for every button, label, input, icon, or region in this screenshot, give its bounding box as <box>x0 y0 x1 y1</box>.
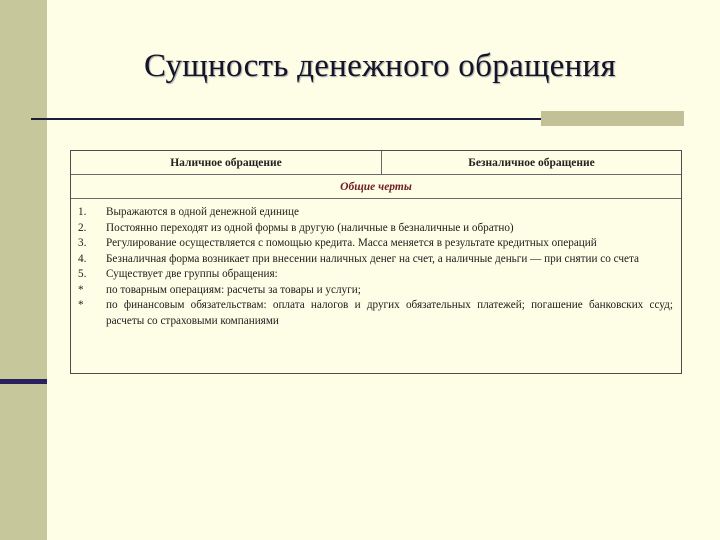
common-features-header: Общие черты <box>71 175 681 199</box>
list-item <box>78 205 673 221</box>
title-underline-block <box>541 111 684 126</box>
list-item <box>78 252 673 268</box>
list-item-text: Регулирование осуществляется с помощью кредита. Масса меняется в результате кредитных операций <box>106 237 597 249</box>
list-marker: 3. <box>78 237 87 249</box>
features-list <box>71 199 681 329</box>
list-marker: 2. <box>78 221 87 234</box>
list-item-text: по финансовым обязательствам: оплата налогов и других обязательных платежей; погашение банковских ссуд; расчеты со страховыми компаниями <box>106 299 673 327</box>
header-noncash-circulation: Безналичное обращение <box>468 156 595 169</box>
list-marker: * <box>78 283 84 296</box>
list-item <box>78 236 673 252</box>
left-decor-accent <box>0 379 47 384</box>
list-item <box>78 267 673 283</box>
comparison-table <box>70 150 682 374</box>
list-item <box>78 298 673 329</box>
slide-title: Сущность денежного обращения <box>143 48 616 84</box>
table-header-row <box>71 151 681 175</box>
list-marker: * <box>78 299 84 311</box>
list-item-text: Выражаются в одной денежной единице <box>106 206 299 218</box>
list-marker: 5. <box>78 268 87 280</box>
list-marker: 1. <box>78 206 87 218</box>
list-marker: 4. <box>78 252 87 265</box>
list-item-text: Безналичная форма возникает при внесении наличных денег на счет, а наличные деньги — при снятии со счета <box>106 252 639 265</box>
header-cash-circulation: Наличное обращение <box>71 151 382 174</box>
list-item-text: Постоянно переходят из одной формы в другую (наличные в безналичные и обратно) <box>106 221 514 234</box>
list-item-text: Существует две группы обращения: <box>106 268 278 280</box>
list-item <box>78 221 673 237</box>
left-decor-band <box>0 0 47 540</box>
list-item-text: по товарным операциям: расчеты за товары и услуги; <box>106 283 361 296</box>
list-item <box>78 283 673 299</box>
title-underline <box>31 118 541 120</box>
